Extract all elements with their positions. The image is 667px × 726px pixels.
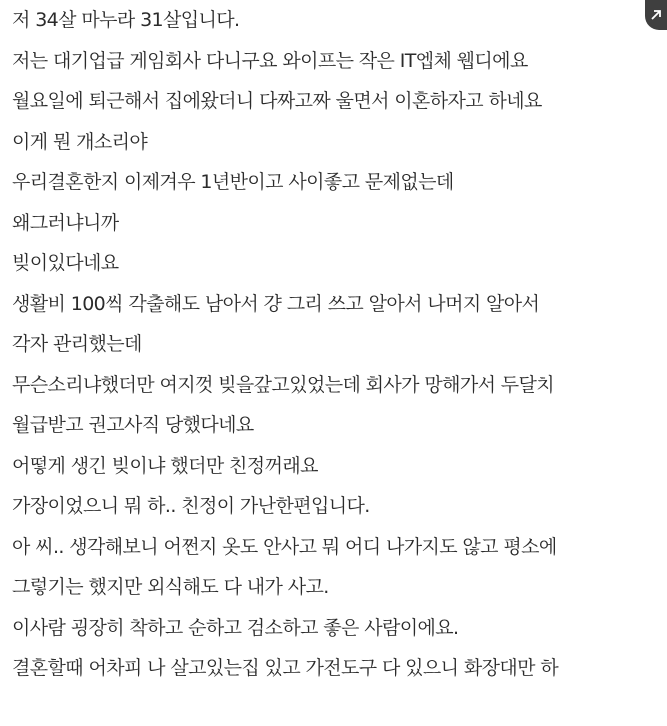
- post-line: 무슨소리냐했더만 여지껏 빚을갚고있었는데 회사가 망해가서 두달치: [12, 373, 555, 396]
- expand-arrow-icon: [650, 9, 662, 21]
- post-line: 빚이있다네요: [12, 252, 119, 274]
- post-line: 어떻게 생긴 빚이냐 했더만 친정꺼래요: [12, 454, 318, 477]
- post-line: 그렇기는 했지만 외식해도 다 내가 사고.: [12, 576, 329, 598]
- post-body: [12, 0, 652, 689]
- post-line: 월급받고 권고사직 당했다네요: [12, 414, 254, 436]
- post-line: 우리결혼한지 이제겨우 1년반이고 사이좋고 문제없는데: [12, 171, 454, 193]
- post-line: 이게 뭔 개소리야: [12, 130, 148, 153]
- post-line: 저는 대기업급 게임회사 다니구요 와이프는 작은 IT엡체 웹디에요: [12, 49, 528, 72]
- post-line: 가장이었으니 뭐 하.. 친정이 가난한편입니다.: [12, 495, 370, 517]
- post-line: 왜그러냐니까: [12, 211, 119, 234]
- expand-button[interactable]: [645, 0, 667, 30]
- post-line: 월요일에 퇴근해서 집에왔더니 다짜고짜 울면서 이혼하자고 하네요: [12, 90, 542, 112]
- post-line: 저 34살 마누라 31살입니다.: [12, 9, 240, 31]
- post-line: 각자 관리했는데: [12, 333, 142, 355]
- post-line: 결혼할때 어차피 나 살고있는집 있고 가전도구 다 있으니 화장대만 하: [12, 657, 559, 679]
- post-line: 이사람 굉장히 착하고 순하고 검소하고 좋은 사람이에요.: [12, 616, 459, 639]
- post-line: 생활비 100씩 각출해도 남아서 걍 그리 쓰고 알아서 나머지 알아서: [12, 292, 540, 315]
- post-line: 아 씨.. 생각해보니 어쩐지 옷도 안사고 뭐 어디 나가지도 않고 평소에: [12, 535, 557, 558]
